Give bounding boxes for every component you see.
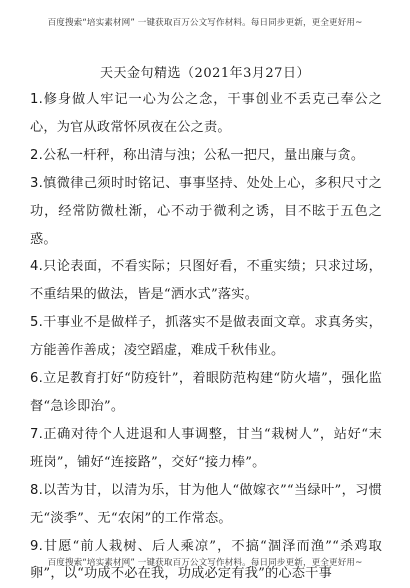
document-title: 天天金句精选（2021年3月27日） xyxy=(0,62,410,81)
paragraph-text: 甘愿“前人栽树、后人乘凉”，不搞“涸泽而渔”“杀鸡取卵”，以“功成不必在我，功成必定有我”的心态干事 xyxy=(30,539,382,582)
paragraph-text: 慎微律己须时时铭记、事事坚持、处处上心，多积尺寸之功，经常防微杜渐，心不动于微利之诱，目不眩于五色之惑。 xyxy=(30,176,382,247)
paragraph-text: 只论表面，不看实际；只图好看，不重实绩；只求过场，不重结果的做法，皆是“洒水式”落实。 xyxy=(30,259,382,302)
paragraph-number: 5. xyxy=(30,315,43,330)
footer-banner: 百度搜索“培实素材网” 一键获取百万公文写作材料。每日同步更新，更全更好用~ xyxy=(0,556,410,568)
paragraph-text: 正确对待个人进退和人事调整，甘当“栽树人”，站好“末班岗”，铺好“连接路”，交好“接力棒”。 xyxy=(30,427,382,470)
paragraph-text: 立足教育打好“防疫针”，着眼防范构建“防火墙”，强化监督“急诊即治”。 xyxy=(30,371,382,414)
paragraph-8 xyxy=(30,477,382,533)
paragraph-number: 1. xyxy=(30,92,43,107)
paragraph-number: 8. xyxy=(30,483,43,498)
paragraph-text: 干事业不是做样子，抓落实不是做表面文章。求真务实，方能善作善成；凌空蹈虚，难成千秋伟业。 xyxy=(30,315,382,358)
paragraph-3 xyxy=(30,170,382,254)
header-banner: 百度搜索“培实素材网” 一键获取百万公文写作材料。每日同步更新，更全更好用~ xyxy=(0,16,410,28)
paragraph-4 xyxy=(30,253,382,309)
paragraph-7 xyxy=(30,421,382,477)
paragraph-text: 以苦为甘，以清为乐，甘为他人“做嫁衣”“当绿叶”，习惯无“淡季”、无“农闲”的工作常态。 xyxy=(30,483,382,526)
paragraph-number: 7. xyxy=(30,427,43,442)
paragraph-6 xyxy=(30,365,382,421)
paragraph-5 xyxy=(30,309,382,365)
paragraph-number: 3. xyxy=(30,176,43,191)
paragraph-number: 6. xyxy=(30,371,43,386)
paragraph-1 xyxy=(30,86,382,142)
paragraph-number: 2. xyxy=(30,148,43,163)
paragraph-number: 9. xyxy=(30,539,43,554)
paragraph-text: 公私一杆秤，称出清与浊；公私一把尺，量出廉与贪。 xyxy=(43,148,364,163)
document-body xyxy=(30,86,382,588)
paragraph-text: 修身做人牢记一心为公之念，干事创业不丢克己奉公之心，为官从政常怀夙夜在公之责。 xyxy=(30,92,382,135)
paragraph-2 xyxy=(30,142,382,170)
paragraph-number: 4. xyxy=(30,259,43,274)
